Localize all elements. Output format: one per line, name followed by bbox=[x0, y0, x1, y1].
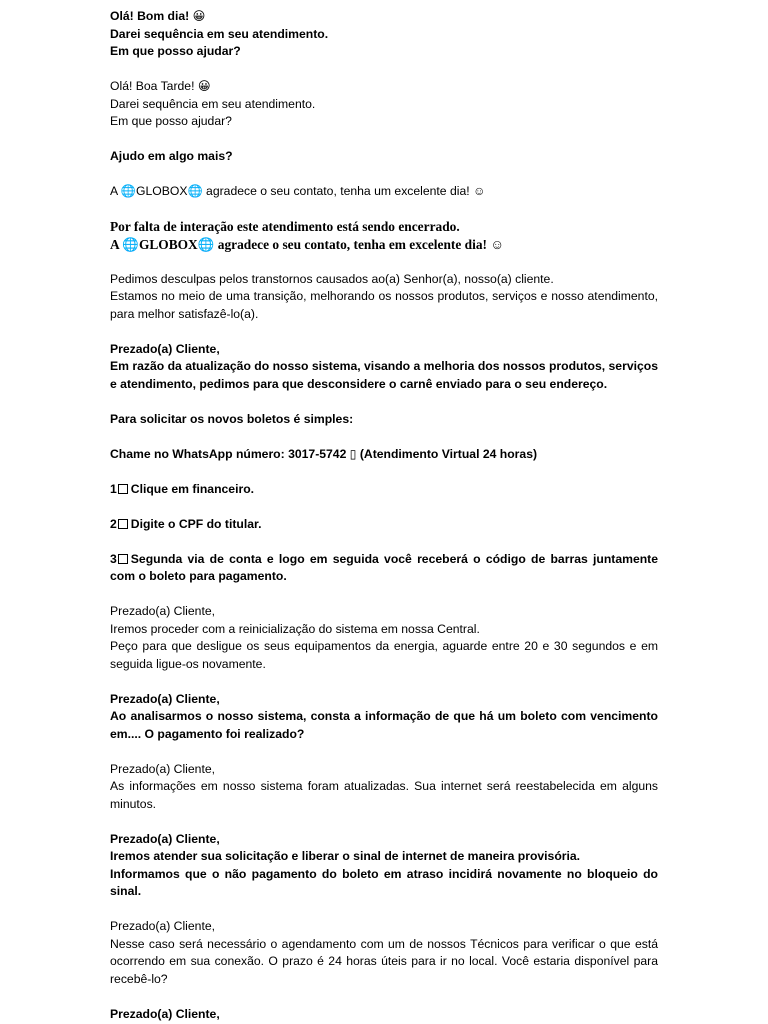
block-reboot bbox=[110, 603, 658, 673]
step-number: 3 bbox=[110, 551, 117, 566]
step-line bbox=[110, 551, 658, 586]
text-paragraph: Estamos no meio de uma transição, melhorando os nossos produtos, serviços e nosso atendimento, para melhor satisfazê-lo(a). bbox=[110, 289, 658, 321]
block-apology bbox=[110, 271, 658, 324]
text-line: Em que posso ajudar? bbox=[110, 114, 232, 128]
text-line: Olá! Bom dia! 😀 bbox=[110, 9, 206, 23]
checkbox-icon bbox=[118, 484, 128, 494]
block-help-more bbox=[110, 148, 658, 166]
text-paragraph: Ao analisarmos o nosso sistema, consta a informação de que há um boleto com vencimento em.... O pagamento foi realizado? bbox=[110, 709, 658, 741]
block-step-1 bbox=[110, 481, 658, 499]
text-line: Em que posso ajudar? bbox=[110, 44, 241, 58]
block-closing-inactivity bbox=[110, 218, 658, 253]
text-line: Prezado(a) Cliente, bbox=[110, 604, 215, 618]
block-step-2 bbox=[110, 516, 658, 534]
checkbox-icon bbox=[118, 519, 128, 529]
step-text: Digite o CPF do titular. bbox=[130, 516, 262, 531]
block-thanks bbox=[110, 183, 658, 201]
text-line: Ajudo em algo mais? bbox=[110, 149, 233, 163]
block-system-update bbox=[110, 341, 658, 394]
text-paragraph: Peço para que desligue os seus equipamentos da energia, aguarde entre 20 e 30 segundos e em seguida ligue-os novamente. bbox=[110, 639, 658, 671]
text-line: A 🌐GLOBOX🌐 agradece o seu contato, tenha um excelente dia! ☺ bbox=[110, 184, 486, 198]
block-provisional bbox=[110, 831, 658, 901]
text-line: Prezado(a) Cliente, bbox=[110, 341, 220, 356]
text-line: Darei sequência em seu atendimento. bbox=[110, 26, 329, 41]
block-info-updated bbox=[110, 761, 658, 814]
text-line: Prezado(a) Cliente, bbox=[110, 919, 215, 933]
step-line bbox=[110, 481, 658, 499]
text-paragraph: As informações em nosso sistema foram atualizadas. Sua internet será reestabelecida em alguns minutos. bbox=[110, 779, 658, 811]
text-line: Por falta de interação este atendimento está sendo encerrado. bbox=[110, 219, 460, 234]
text-line: Darei sequência em seu atendimento. bbox=[110, 96, 316, 111]
text-line: Prezado(a) Cliente, bbox=[110, 831, 220, 846]
text-line: A 🌐GLOBOX🌐 agradece o seu contato, tenha em excelente dia! ☺ bbox=[110, 236, 505, 252]
step-line bbox=[110, 516, 658, 534]
step-text: Segunda via de conta e logo em seguida você receberá o código de barras juntamente com o boleto para pagamento. bbox=[110, 551, 658, 583]
text-line: Para solicitar os novos boletos é simples: bbox=[110, 411, 354, 426]
block-new-boletos bbox=[110, 411, 658, 429]
block-greeting-morning bbox=[110, 8, 658, 61]
text-line: Chame no WhatsApp número: 3017-5742 ▯ (Atendimento Virtual 24 horas) bbox=[110, 446, 538, 461]
text-line: Iremos proceder com a reinicialização do sistema em nossa Central. bbox=[110, 621, 480, 636]
text-line: Prezado(a) Cliente, bbox=[110, 691, 220, 706]
checkbox-icon bbox=[118, 554, 128, 564]
text-line: Prezado(a) Cliente, bbox=[110, 761, 215, 776]
text-paragraph: Informamos que o não pagamento do boleto em atraso incidirá novamente no bloqueio do sinal. bbox=[110, 866, 658, 898]
block-greeting-afternoon bbox=[110, 78, 658, 131]
step-number: 1 bbox=[110, 481, 117, 496]
text-line: Prezado(a) Cliente, bbox=[110, 1006, 220, 1021]
text-paragraph: Nesse caso será necessário o agendamento com um de nossos Técnicos para verificar o que está ocorrendo em sua conexão. O prazo é 24 horas úteis para ir no local. Você estaria disponível para recebê-lo? bbox=[110, 936, 658, 986]
text-line: Olá! Boa Tarde! 😀 bbox=[110, 79, 211, 93]
block-last bbox=[110, 1006, 658, 1024]
block-technician bbox=[110, 918, 658, 988]
text-line: Pedimos desculpas pelos transtornos causados ao(a) Senhor(a), nosso(a) cliente. bbox=[110, 271, 554, 286]
text-paragraph: Em razão da atualização do nosso sistema, visando a melhoria dos nossos produtos, serviços e atendimento, pedimos para que desconsidere o carnê enviado para o seu endereço. bbox=[110, 359, 658, 391]
block-step-3 bbox=[110, 551, 658, 586]
block-whatsapp bbox=[110, 446, 658, 464]
block-boleto-check bbox=[110, 691, 658, 744]
step-number: 2 bbox=[110, 516, 117, 531]
step-text: Clique em financeiro. bbox=[130, 481, 255, 496]
text-line: Iremos atender sua solicitação e liberar o sinal de internet de maneira provisória. bbox=[110, 849, 581, 863]
